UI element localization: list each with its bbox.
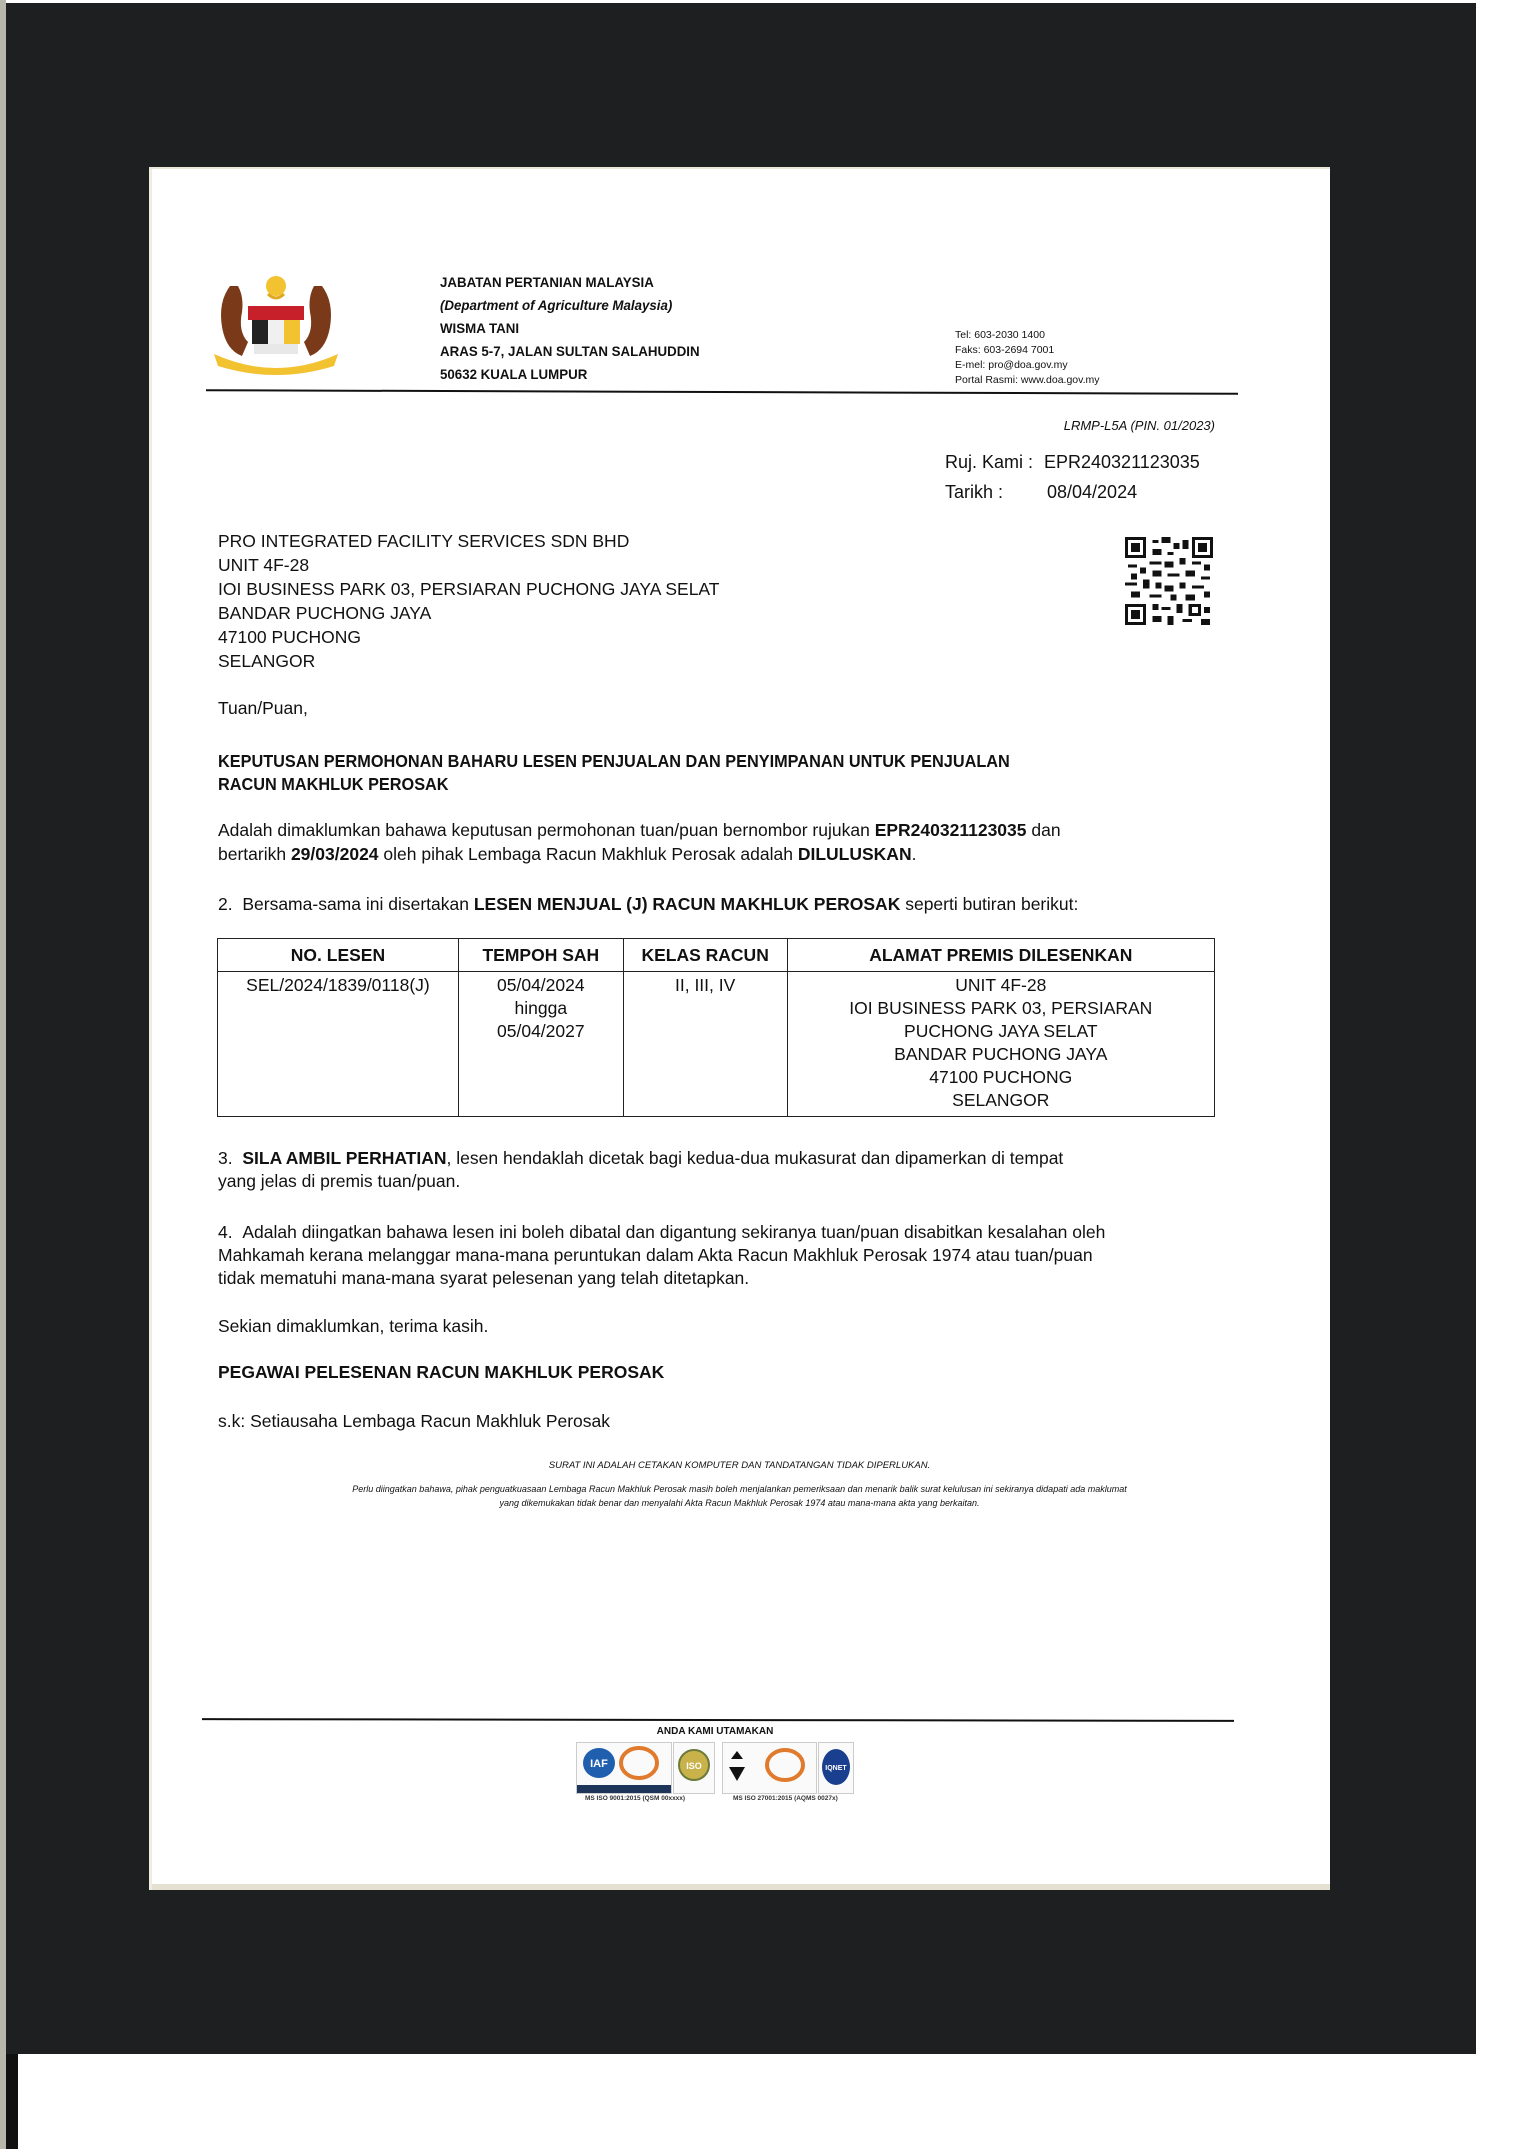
warning-note-line1: Perlu diingatkan bahawa, pihak penguatkuasaan Lembaga Racun Makhluk Perosak masih boleh menjalankan pemeriksaan dan menarik balik surat kelulusan ini sekiranya didapati ada maklumat: [352, 1484, 1127, 1494]
svg-text:IAF: IAF: [590, 1758, 608, 1770]
application-date: 29/03/2024: [290, 844, 379, 864]
org-building: WISMA TANI: [440, 320, 520, 336]
cc-line: s.k: Setiausaha Lembaga Racun Makhluk Perosak: [218, 1411, 611, 1431]
org-name-english: (Department of Agriculture Malaysia): [440, 297, 673, 313]
iaf-cybersecurity-logo-icon: [577, 1743, 671, 1793]
malaysia-coat-of-arms-icon: [208, 272, 344, 378]
signatory: PEGAWAI PELESENAN RACUN MAKHLUK PEROSAK: [218, 1362, 665, 1382]
iso27001-certification-badge: [722, 1742, 817, 1794]
poison-class: II, III, IV: [623, 972, 787, 1117]
org-city: 50632 KUALA LUMPUR: [440, 366, 588, 382]
iqnet-logo-icon: [819, 1743, 853, 1793]
recipient-line: IOI BUSINESS PARK 03, PERSIARAN PUCHONG JAYA SELAT: [218, 579, 720, 599]
para4-line1: 4. Adalah diingatkan bahawa lesen ini boleh dibatal dan digantung sekiranya tuan/puan disabitkan kesalahan oleh: [218, 1222, 1106, 1242]
para3-line1: 3. SILA AMBIL PERHATIAN, lesen hendaklah dicetak bagi kedua-dua mukasurat dan dipamerkan di tempat: [218, 1148, 1064, 1168]
warning-note-line2: yang dikemukakan tidak benar dan menyalahi Akta Racun Makhluk Perosak 1974 atau mana-mana akta yang berkaitan.: [499, 1498, 980, 1508]
recipient-line: PRO INTEGRATED FACILITY SERVICES SDN BHD: [218, 531, 630, 551]
recipient-line: UNIT 4F-28: [218, 555, 310, 575]
closing: Sekian dimaklumkan, terima kasih.: [218, 1316, 489, 1336]
contact-email: E-mel: pro@doa.gov.my: [955, 359, 1068, 371]
license-number: SEL/2024/1839/0118(J): [218, 972, 459, 1117]
subject-line-2: RACUN MAKHLUK PEROSAK: [218, 774, 449, 794]
recipient-line: 47100 PUCHONG: [218, 627, 361, 647]
ref-value: EPR240321123035: [1044, 452, 1200, 472]
computer-generated-note: SURAT INI ADALAH CETAKAN KOMPUTER DAN TANDATANGAN TIDAK DIPERLUKAN.: [548, 1460, 931, 1471]
application-ref: EPR240321123035: [874, 820, 1027, 840]
contact-portal: Portal Rasmi: www.doa.gov.my: [955, 374, 1100, 386]
contact-fax: Faks: 603-2694 7001: [955, 344, 1055, 356]
qr-code-icon[interactable]: [1125, 537, 1213, 625]
para2: 2. Bersama-sama ini disertakan LESEN MENJUAL (J) RACUN MAKHLUK PEROSAK seperti butiran berikut:: [218, 894, 1079, 914]
iso9001-caption: MS ISO 9001:2015 (QSM 00xxxx): [585, 1795, 686, 1802]
iso-seal-icon: [674, 1743, 714, 1793]
license-table-header: [218, 939, 1215, 972]
footer-motto: ANDA KAMI UTAMAKAN: [656, 1726, 774, 1737]
license-table: [217, 938, 1215, 1117]
para4-line3: tidak mematuhi mana-mana syarat pelesenan yang telah ditetapkan.: [218, 1268, 750, 1288]
svg-text:IQNET: IQNET: [825, 1765, 847, 1772]
para1-line2: bertarikh 29/03/2024 oleh pihak Lembaga Racun Makhluk Perosak adalah DILULUSKAN.: [218, 844, 917, 864]
licensed-premises-address: UNIT 4F-28 IOI BUSINESS PARK 03, PERSIARAN PUCHONG JAYA SELAT BANDAR PUCHONG JAYA 47100 PUCHONG SELANGOR: [787, 972, 1214, 1117]
contact-tel: Tel: 603-2030 1400: [955, 329, 1045, 341]
para4-line2: Mahkamah kerana melanggar mana-mana peruntukan dalam Akta Racun Makhluk Perosak 1974 atau tuan/puan: [218, 1245, 1093, 1265]
iso27001-caption: MS ISO 27001:2015 (AQMS 0027x): [733, 1795, 838, 1802]
form-code: LRMP-L5A (PIN. 01/2023): [1063, 418, 1215, 433]
subject-line-1: KEPUTUSAN PERMOHONAN BAHARU LESEN PENJUALAN DAN PENYIMPANAN UNTUK PENJUALAN: [218, 751, 1010, 771]
iso-badge: [673, 1742, 715, 1794]
iso9001-certification-badge: [576, 1742, 672, 1794]
col-header-no-lesen: NO. LESEN: [218, 939, 459, 972]
para1-line1: Adalah dimaklumkan bahawa keputusan permohonan tuan/puan bernombor rujukan EPR240321123035 dan: [218, 820, 1061, 840]
org-address: ARAS 5-7, JALAN SULTAN SALAHUDDIN: [440, 343, 700, 359]
scan-frame-edge: [6, 2054, 18, 2149]
table-row: [218, 972, 1215, 1117]
salutation: Tuan/Puan,: [218, 698, 308, 718]
para3-line2: yang jelas di premis tuan/puan.: [218, 1171, 461, 1191]
date-value: 08/04/2024: [1047, 482, 1138, 502]
attention-notice: SILA AMBIL PERHATIAN: [242, 1148, 447, 1168]
col-header-tempoh-sah: TEMPOH SAH: [458, 939, 623, 972]
org-name: JABATAN PERTANIAN MALAYSIA: [440, 274, 654, 290]
jsm-cybersecurity-logo-icon: [723, 1743, 816, 1793]
recipient-line: SELANGOR: [218, 651, 316, 671]
date-label: Tarikh :: [945, 482, 1004, 502]
col-header-alamat: ALAMAT PREMIS DILESENKAN: [787, 939, 1214, 972]
svg-text:ISO: ISO: [686, 1761, 702, 1771]
approval-status: DILULUSKAN: [797, 844, 912, 864]
ref-label: Ruj. Kami :: [945, 452, 1034, 472]
iqnet-badge: [818, 1742, 854, 1794]
recipient-line: BANDAR PUCHONG JAYA: [218, 603, 432, 623]
validity-period: 05/04/2024 hingga 05/04/2027: [458, 972, 623, 1117]
col-header-kelas-racun: KELAS RACUN: [623, 939, 787, 972]
